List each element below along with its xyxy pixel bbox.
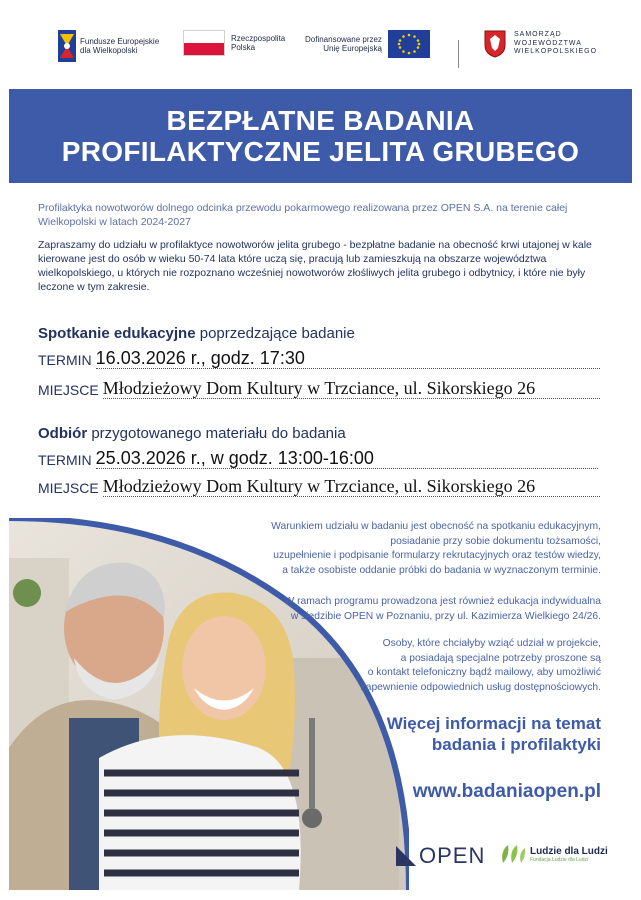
info-paragraph-1 [241,520,601,578]
rp-logo [183,30,285,56]
sw-line3: WIELKOPOLSKIEGO [514,48,598,56]
sw-logo [484,30,597,58]
meeting-title-bold: Spotkanie edukacyjne [38,325,196,342]
open-mark-icon [396,846,416,866]
eu-flag-icon [388,30,430,58]
ldl-logo [500,843,608,865]
ldl-logo-text: Ludzie dla Ludzi [530,845,608,857]
meeting-termin-value: 16.03.2026 r., godz. 17:30 [96,348,600,369]
info-p2-line: W ramach programu prowadzona jest również edukacja indywidualna [284,596,601,607]
title-line2: PROFILAKTYCZNE JELITA GRUBEGO [61,136,580,167]
rp-line1: Rzeczpospolita [231,34,286,43]
info-paragraph-3 [241,637,601,695]
pickup-termin-label: TERMIN [38,452,92,468]
meeting-miejsce-value: Młodzieżowy Dom Kultury w Trzciance, ul. Sikorskiego 26 [103,378,600,399]
title-banner [9,89,632,183]
eu-logo [305,30,430,58]
meeting-miejsce-label: MIEJSCE [38,382,99,398]
info-p1-line: posiadanie przy sobie dokumentu tożsamości, [390,535,601,547]
open-logo-text: OPEN [419,843,486,868]
info-p2-line: w siedzibie OPEN w Poznaniu, przy ul. Kazimierza Wielkiego 24/26. [290,610,601,622]
info-p3-line: zapewnienie odpowiednich usług dostępnościowych. [360,681,601,693]
pickup-termin-value: 25.03.2026 r., w godz. 13:00-16:00 [96,448,598,469]
ldl-leaf-icon [500,843,526,865]
poland-flag-icon [183,30,225,56]
pickup-title-bold: Odbiór [38,425,88,442]
coat-of-arms-icon [484,30,506,58]
info-p3-line: o kontakt telefoniczny bądź mailowy, aby umożliwić [367,667,601,678]
rp-line2: Polska [231,43,256,52]
sw-line1: SAMORZĄD [514,31,562,39]
meeting-termin-label: TERMIN [38,352,92,368]
pickup-termin-row [38,448,598,469]
ldl-logo-subtext: Fundacja Ludzie dla Ludzi [530,856,589,863]
intro-text: Profilaktyka nowotworów dolnego odcinka przewodu pokarmowego realizowana przez OPEN S.A. na terenie całej Wielkopolski w latach 2024-2027 [38,202,568,228]
more-line2: badania i profilaktyki [431,735,601,754]
logos-bar [0,30,641,70]
website-link[interactable]: www.badaniaopen.pl [412,781,601,802]
info-paragraph-2 [241,595,601,624]
pickup-title-rest: przygotowanego materiału do badania [87,425,346,442]
meeting-miejsce-row [38,378,600,399]
pickup-miejsce-row [38,476,600,497]
more-line1: Więcej informacji na temat [386,714,601,733]
title-line1: BEZPŁATNE BADANIA [166,105,475,136]
pickup-miejsce-label: MIEJSCE [38,480,99,496]
fe-logo [58,30,159,62]
pickup-title [38,425,346,443]
meeting-title [38,325,355,343]
pickup-miejsce-value: Młodzieżowy Dom Kultury w Trzciance, ul. Sikorskiego 26 [103,476,600,497]
more-info-heading [281,713,601,755]
fe-line2: dla Wielkopolski [80,46,138,55]
meeting-termin-row [38,348,600,369]
info-p3-line: a posiadają specjalne potrzeby proszone są [400,652,601,664]
info-p3-line: Osoby, które chciałyby wziąć udział w projekcie, [382,638,601,649]
sw-line2: WOJEWÓDZTWA [514,39,582,47]
info-p1-line: Warunkiem udziału w badaniu jest obecność na spotkaniu edukacyjnym, [271,521,601,532]
fe-mark-icon [58,30,76,62]
fe-line1: Fundusze Europejskie [80,37,160,46]
meeting-title-rest: poprzedzające badanie [195,325,355,342]
info-p1-line: uzupełnienie i podpisanie formularzy rekrutacyjnych oraz testów wiedzy, [273,550,601,561]
eu-line1: Dofinansowane przez [305,35,382,44]
eu-line2: Unię Europejską [323,44,382,53]
invite-text: Zapraszamy do udziału w profilaktyce nowotworów jelita grubego - bezpłatne badanie na obecność krwi utajonej w kale kierowane jest do osób w wieku 50-74 lata które uczą się, pracują lub zamieszkują na obszarze województwa wielkopolskiego, u których nie rozpoznano wcześniej nowotworów złośliwych jelita grubego i odbytnicy, i które nie były leczone w tym zakresie. [38,239,592,293]
open-logo [396,843,485,869]
logo-divider [458,40,459,68]
info-p1-line: a także osobiste oddanie próbki do badania w wyznaczonym terminie. [282,564,601,576]
